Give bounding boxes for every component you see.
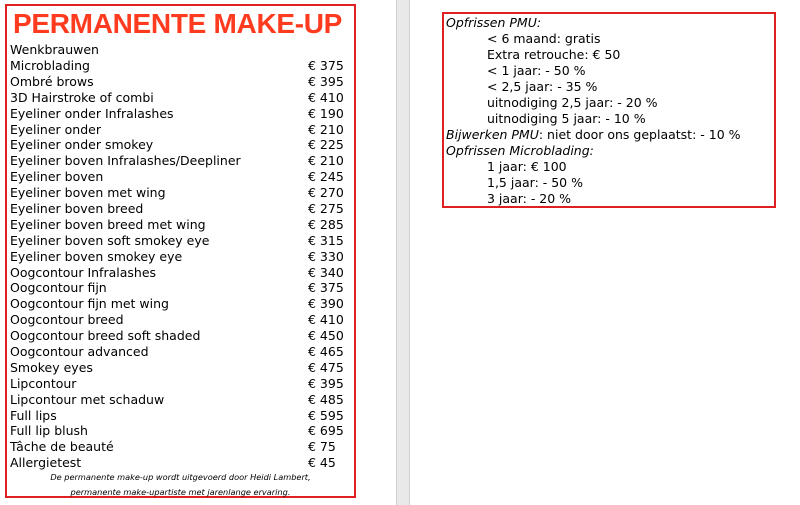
treatment-name: Ombré brows [10,73,94,89]
pmu-line: < 6 maand: gratis [487,31,601,46]
treatment-name: Oogcontour breed soft shaded [10,328,201,344]
price-row [10,360,342,376]
price-row [10,265,342,281]
treatment-price: € 595 [308,407,344,423]
treatment-name: Eyeliner boven breed met wing [10,216,206,232]
price-row [10,439,342,455]
treatment-name: Eyeliner onder smokey [10,137,154,153]
treatment-price: € 450 [308,328,344,344]
footnote [7,470,354,500]
price-row [10,423,342,439]
treatment-name: Oogcontour fijn met wing [10,296,169,312]
treatment-name: Eyeliner boven breed [10,201,144,217]
opfrissen-pmu-label: Opfrissen PMU: [446,15,542,30]
price-row [10,312,342,328]
treatment-price: € 340 [308,264,344,280]
treatment-name: Eyeliner onder Infralashes [10,105,174,121]
price-row [10,376,342,392]
treatment-price: € 315 [308,232,344,248]
treatment-price: € 410 [308,312,344,328]
section-label-wenkbrauwen: Wenkbrauwen [10,42,99,57]
treatment-price: € 410 [308,89,344,105]
price-row [10,122,342,138]
price-row [10,106,342,122]
treatment-price: € 210 [308,121,344,137]
treatment-name: Lipcontour [10,375,77,391]
price-row [10,344,342,360]
treatment-name: Oogcontour Infralashes [10,264,157,280]
price-row [10,137,342,153]
microblading-line: 1 jaar: € 100 [487,159,567,174]
treatment-name: Eyeliner onder [10,121,101,137]
page-gutter [396,0,410,505]
price-row [10,217,342,233]
treatment-name: Allergietest [10,455,82,471]
treatment-name: Oogcontour breed [10,312,124,328]
treatment-name: Eyeliner boven met wing [10,185,166,201]
treatment-price: € 75 [308,439,336,455]
price-row [10,185,342,201]
treatment-name: Smokey eyes [10,359,93,375]
footnote-line-1: De permanente make-up wordt uitgevoerd door Heidi Lambert, [50,472,311,482]
treatment-price: € 375 [308,280,344,296]
treatment-price: € 190 [308,105,344,121]
treatment-price: € 485 [308,391,344,407]
treatment-price: € 330 [308,248,344,264]
treatment-name: 3D Hairstroke of combi [10,89,154,105]
right-page [410,0,800,505]
pmu-line: uitnodiging 5 jaar: - 10 % [487,111,646,126]
treatment-price: € 695 [308,423,344,439]
pmu-line: uitnodiging 2,5 jaar: - 20 % [487,95,658,110]
treatment-price: € 245 [308,169,344,185]
price-row [10,408,342,424]
price-row [10,153,342,169]
pmu-line: Extra retrouche: € 50 [487,47,621,62]
treatment-price: € 275 [308,201,344,217]
price-row [10,74,342,90]
refresh-info-box [442,12,776,208]
price-list [10,58,342,471]
treatment-name: Full lips [10,407,57,423]
treatment-name: Eyeliner boven Infralashes/Deepliner [10,153,241,169]
price-row [10,169,342,185]
price-row [10,58,342,74]
price-list-title: PERMANENTE MAKE-UP [13,8,343,39]
footnote-line-2: permanente make-upartiste met jarenlange ervaring. [70,487,291,497]
price-row [10,455,342,471]
microblading-line: 3 jaar: - 20 % [487,191,572,206]
microblading-line: 1,5 jaar: - 50 % [487,175,583,190]
price-row [10,249,342,265]
treatment-price: € 475 [308,359,344,375]
treatment-name: Lipcontour met schaduw [10,391,165,407]
treatment-name: Full lip blush [10,423,88,439]
treatment-price: € 390 [308,296,344,312]
price-row [10,233,342,249]
treatment-price: € 465 [308,344,344,360]
bijwerken-pmu-text: : niet door ons geplaatst: - 10 % [538,127,741,142]
bijwerken-pmu-label: Bijwerken PMU [446,127,539,142]
treatment-price: € 395 [308,375,344,391]
treatment-name: Tâche de beauté [10,439,114,455]
price-row [10,392,342,408]
opfrissen-microblading-label: Opfrissen Microblading: [446,143,594,158]
left-page [0,0,396,505]
price-row [10,201,342,217]
treatment-price: € 285 [308,216,344,232]
treatment-name: Oogcontour fijn [10,280,107,296]
treatment-price: € 270 [308,185,344,201]
treatment-price: € 375 [308,58,344,73]
treatment-price: € 225 [308,137,344,153]
treatment-name: Eyeliner boven [10,169,104,185]
treatment-price: € 395 [308,73,344,89]
price-row [10,296,342,312]
treatment-price: € 210 [308,153,344,169]
pmu-line: < 1 jaar: - 50 % [487,63,586,78]
treatment-name: Oogcontour advanced [10,344,149,360]
pmu-line: < 2,5 jaar: - 35 % [487,79,598,94]
price-row [10,90,342,106]
treatment-price: € 45 [308,455,336,471]
price-row [10,280,342,296]
bijwerken-pmu-line [446,127,741,143]
price-list-box [5,4,356,498]
treatment-name: Microblading [10,58,90,73]
treatment-name: Eyeliner boven soft smokey eye [10,232,210,248]
price-row [10,328,342,344]
treatment-name: Eyeliner boven smokey eye [10,248,183,264]
